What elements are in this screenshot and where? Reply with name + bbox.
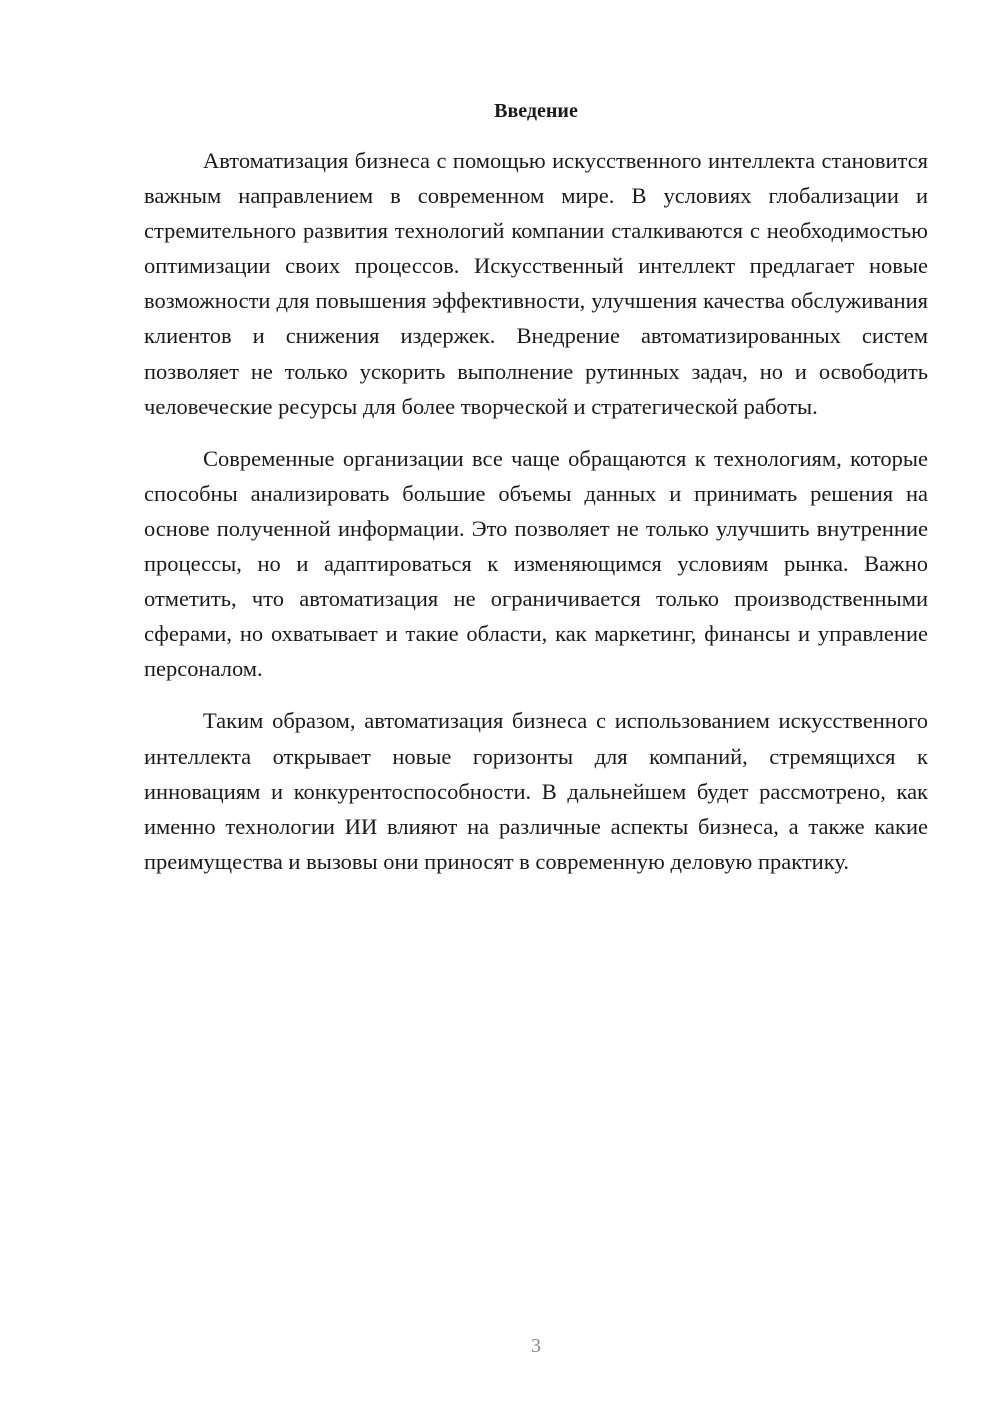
paragraph-intro: Автоматизация бизнеса с помощью искусственного интеллекта становится важным направлением в современном мире. В условиях глобализации и стремительного развития технологий компании сталкиваются с необходимостью оптимизации своих процессов. Искусственный интеллект предлагает новые возможности для повышения эффективности, улучшения качества обслуживания клиентов и снижения издержек. Внедрение автоматизированных систем позволяет не только ускорить выполнение рутинных задач, но и освободить человеческие ресурсы для более творческой и стратегической работы. bbox=[144, 148, 928, 419]
paragraph-conclusion: Таким образом, автоматизация бизнеса с использованием искусственного интеллекта открывает новые горизонты для компаний, стремящихся к инновациям и конкурентоспособности. В дальнейшем будет рассмотрено, как именно технологии ИИ влияют на различные аспекты бизнеса, а также какие преимущества и вызовы они приносят в современную деловую практику. bbox=[144, 708, 928, 874]
body-text bbox=[144, 143, 928, 896]
page-number: 3 bbox=[531, 1335, 541, 1357]
section-heading: Введение bbox=[494, 100, 578, 122]
paragraph-organizations: Современные организации все чаще обращаются к технологиям, которые способны анализировать большие объемы данных и принимать решения на основе полученной информации. Это позволяет не только улучшить внутренние процессы, но и адаптироваться к изменяющимся условиям рынка. Важно отметить, что автоматизация не ограничивается только производственными сферами, но охватывает и такие области, как маркетинг, финансы и управление персоналом. bbox=[144, 445, 928, 682]
